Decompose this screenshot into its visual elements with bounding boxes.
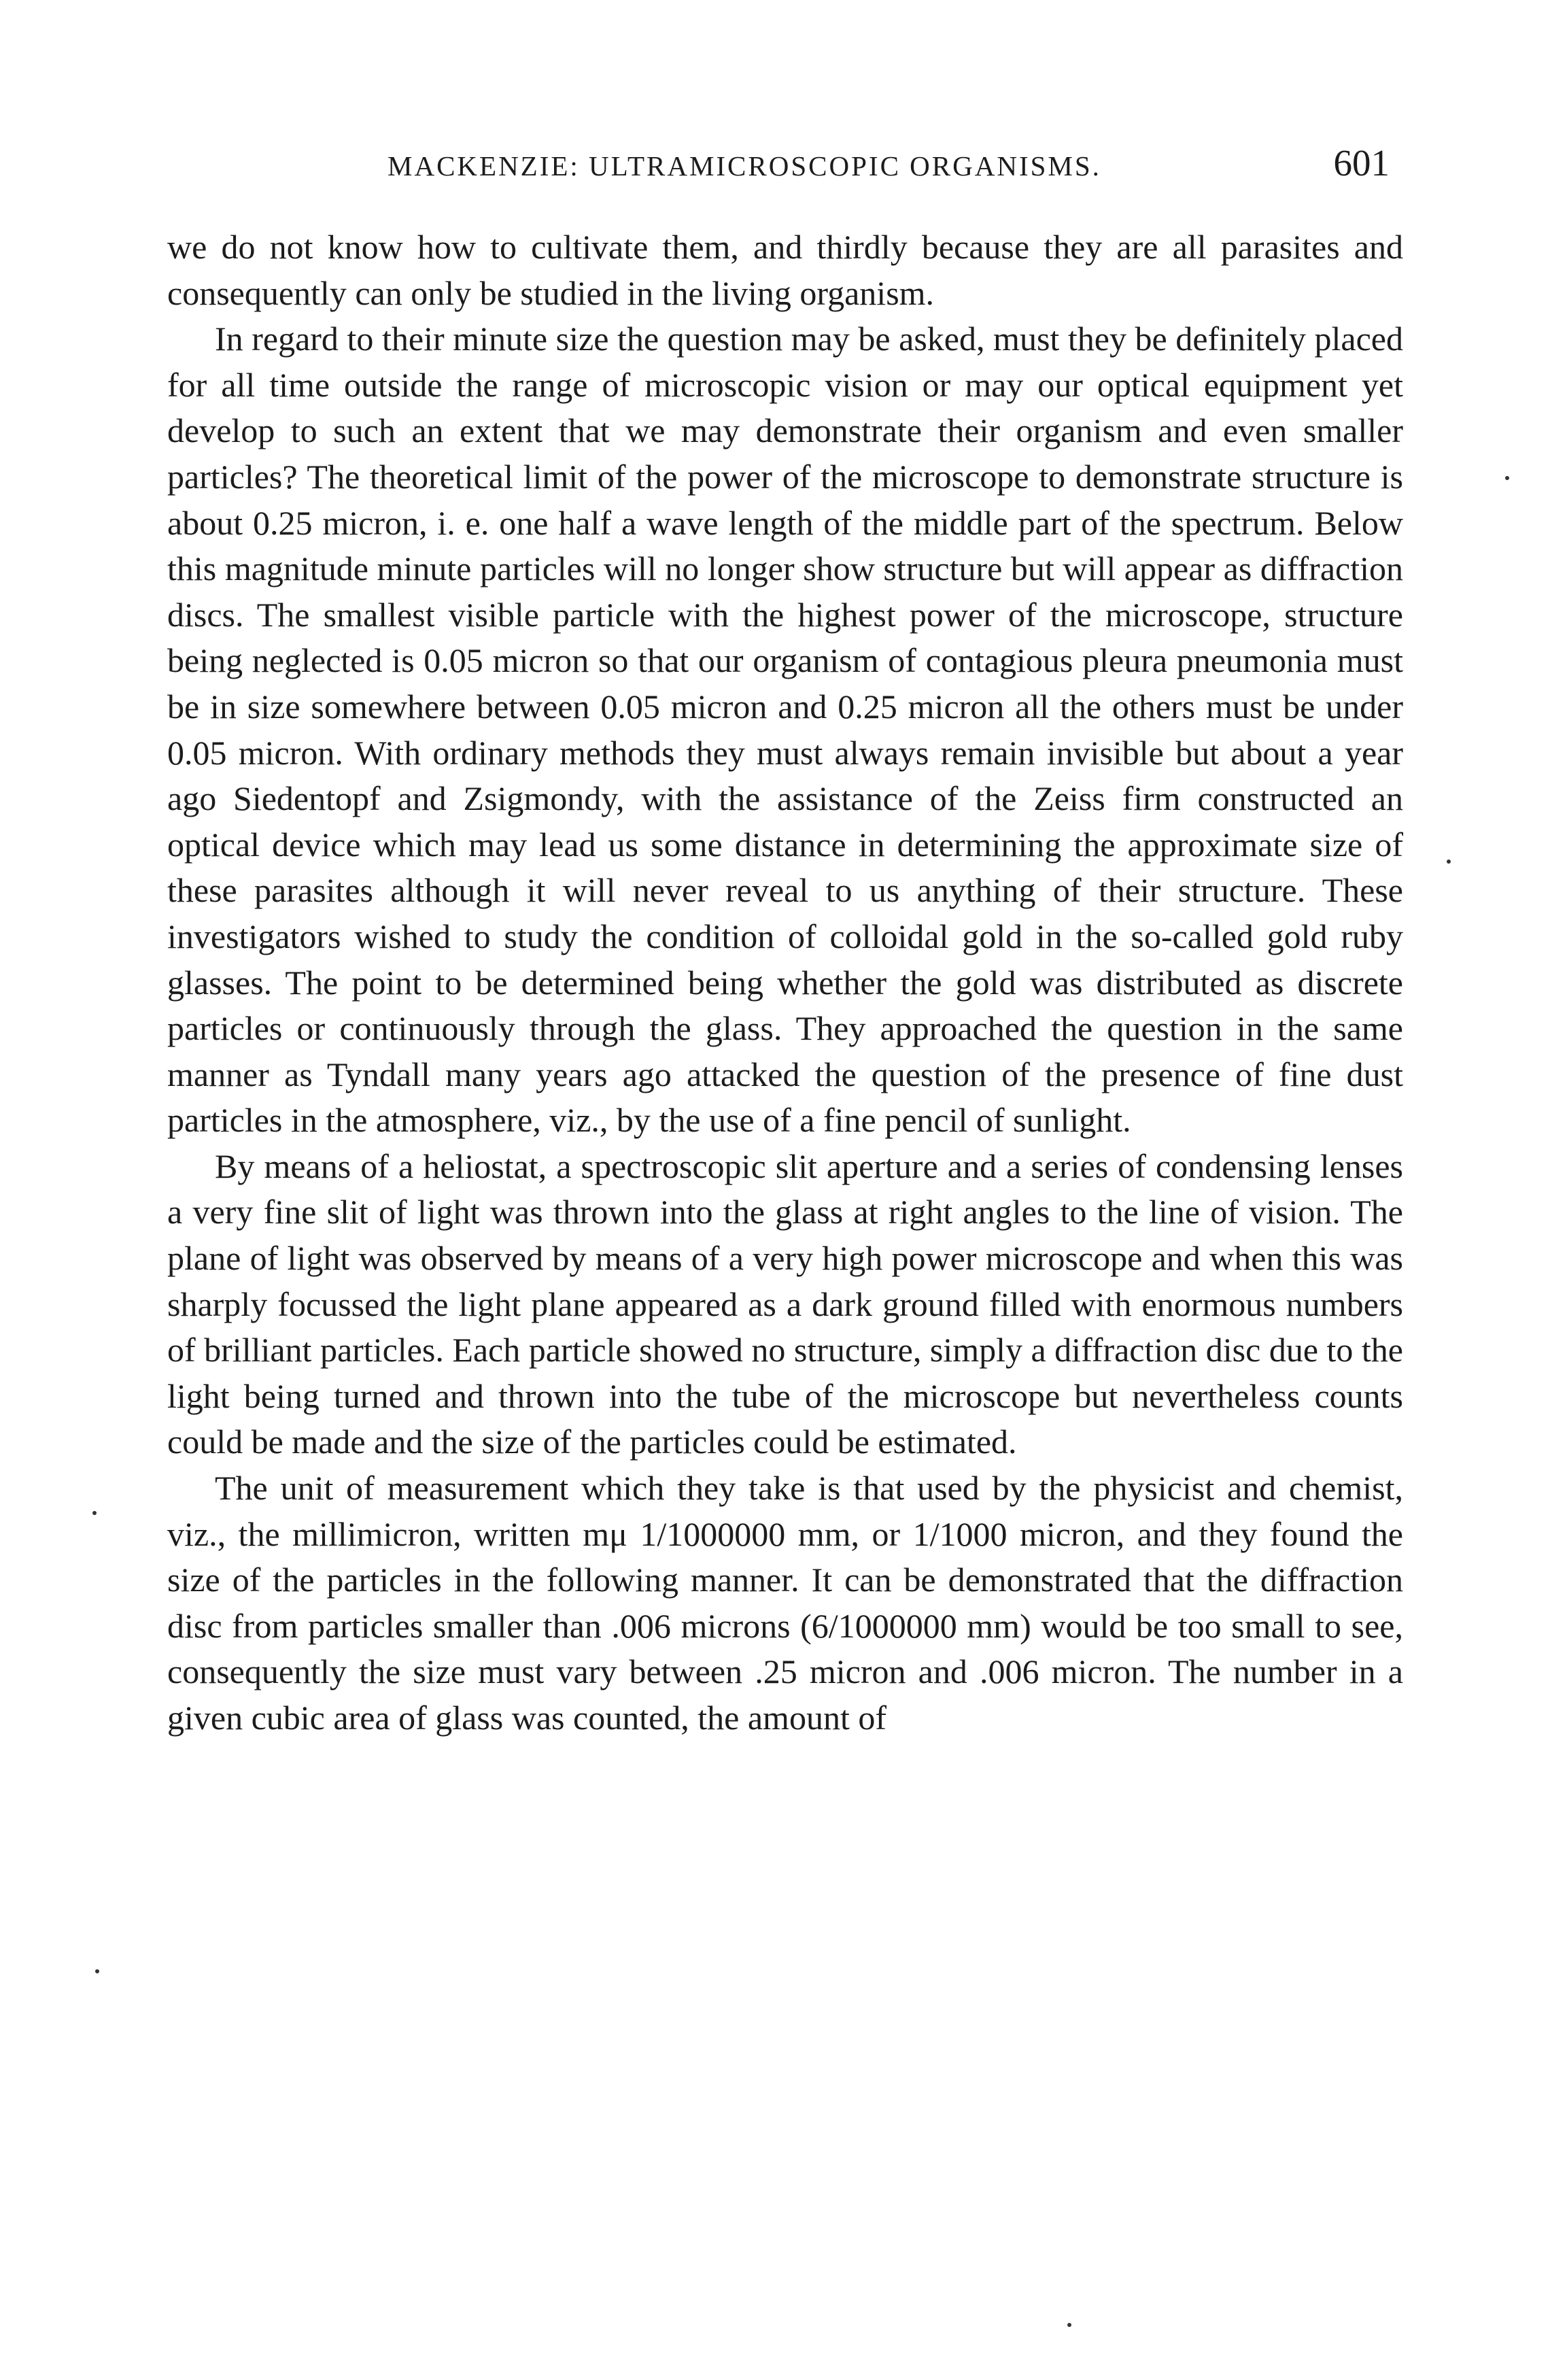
page-header [167,141,1403,196]
scan-speck [95,1969,99,1973]
paragraph-unit-of-measurement: The unit of measurement which they take is that used by the physicist and chemist, viz., the millimicron, written mμ 1/1000000 mm, or 1/1000 micron, and they found the size of the particles in the following manner. It can be demonstrated that the diffraction disc from particles smaller than .006 microns (6/1000000 mm) would be too small to see, consequently the size must vary between .25 micron and .006 micron. The number in a given cubic area of glass was counted, the amount of [167,1469,1403,1737]
body-text [167,224,1403,1741]
scan-speck [92,1511,97,1515]
scan-speck [1067,2323,1071,2327]
page-number: 601 [1333,142,1390,184]
scan-speck [1505,476,1509,480]
scan-speck [1447,860,1451,864]
running-head: MACKENZIE: ULTRAMICROSCOPIC ORGANISMS. [388,150,1101,182]
paragraph-heliostat: By means of a heliostat, a spectroscopic slit aperture and a series of condensing lenses a very fine slit of light was thrown into the glass at right angles to the line of vision. The plane of light was observed by means of a very high power microscope and when this was sharply focussed the light plane appeared as a dark ground filled with enormous numbers of brilliant particles. Each particle showed no structure, simply a diffraction disc due to the light being turned and thrown into the tube of the microscope but nevertheless counts could be made and the size of the particles could be estimated. [167,1146,1403,1461]
paragraph-continuation: we do not know how to cultivate them, and thirdly because they are all parasites and consequently can only be studied in the living organism. [167,228,1403,312]
paragraph-minute-size: In regard to their minute size the question may be asked, must they be definitely placed for all time outside the range of microscopic vision or may our optical equipment yet develop to such an extent that we may demonstrate their organism and even smaller particles? The theoretical limit of the power of the microscope to demonstrate structure is about 0.25 micron, i. e. one half a wave length of the middle part of the spectrum. Below this magnitude minute particles will no longer show structure but will appear as diffraction discs. The smallest visible particle with the highest power of the microscope, structure being neglected is 0.05 micron so that our organism of contagious pleura pneumonia must be in size somewhere between 0.05 micron and 0.25 micron all the others must be under 0.05 micron. With ordinary methods they must always remain invisible but about a year ago Siedentopf and Zsigmondy, with the assistance of the Zeiss firm constructed an optical device which may lead us some distance in determining the approximate size of these parasites although it will never reveal to us anything of their structure. These investigators wished to study the condition of colloidal gold in the so-called gold ruby glasses. The point to be determined being whether the gold was distributed as discrete particles or continuously through the glass. They approached the question in the same manner as Tyndall many years ago attacked the question of the presence of fine dust particles in the atmosphere, viz., by the use of a fine pencil of sunlight. [167,320,1403,1140]
